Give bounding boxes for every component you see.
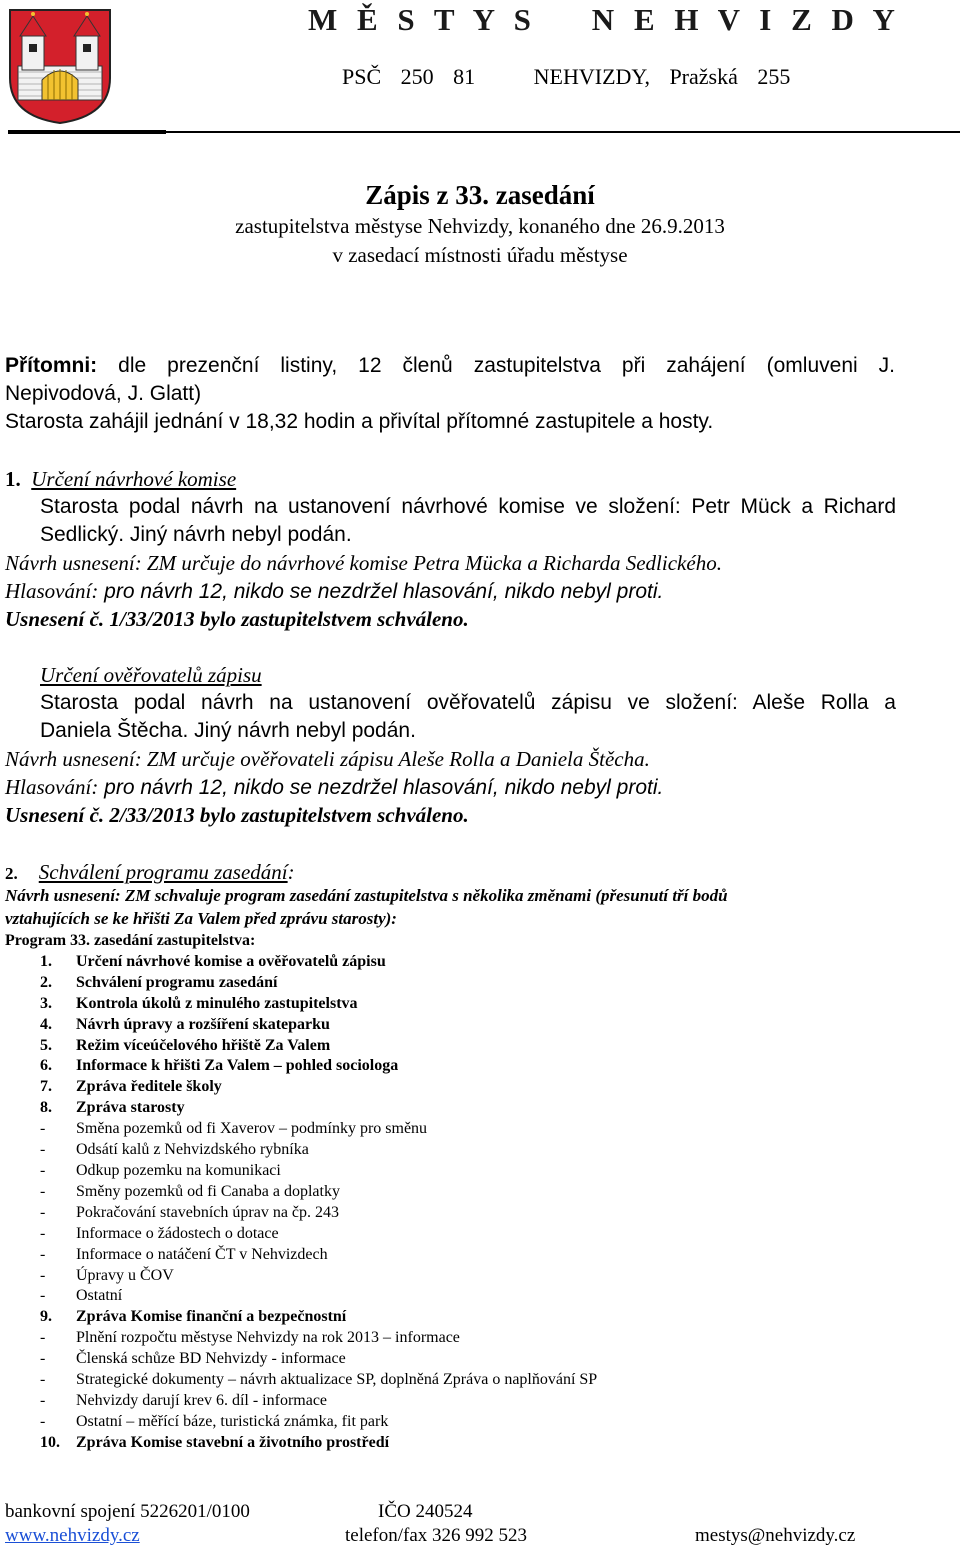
program-item-text: Schválení programu zasedání bbox=[76, 973, 278, 991]
section-1b-vote-label: Hlasování: bbox=[5, 775, 99, 799]
section-1b-resolution: Usnesení č. 2/33/2013 bylo zastupitelstvem schváleno. bbox=[5, 803, 469, 827]
program-item-text: Směna pozemků od fi Xaverov – podmínky pro směnu bbox=[76, 1120, 428, 1138]
section-1b-verifier-name: Daniela Štěcha bbox=[40, 719, 183, 742]
section-1-resolution: Usnesení č. 1/33/2013 bylo zastupitelstvem schváleno. bbox=[5, 607, 469, 631]
program-item-number: - bbox=[40, 1287, 46, 1305]
program-item-text: Režim víceúčelového hřiště Za Valem bbox=[76, 1036, 331, 1054]
section-2-proposal-1: Návrh usnesení: ZM schvaluje program zasedání zastupitelstva s několika změnami (přesunutí tří bodů bbox=[5, 886, 728, 905]
program-heading: Program 33. zasedání zastupitelstva: bbox=[5, 932, 256, 949]
program-section bbox=[5, 884, 905, 1454]
section-1-number: 1. bbox=[5, 467, 21, 491]
program-item-text: Odkup pozemku na komunikaci bbox=[76, 1161, 281, 1179]
document-heading bbox=[0, 178, 960, 270]
section-1b-text-2b: . Jiný návrh nebyl podán. bbox=[182, 719, 416, 742]
section-1-title: Určení návrhové komise bbox=[31, 467, 237, 491]
program-item-number: - bbox=[40, 1329, 46, 1347]
section-1-heading bbox=[5, 465, 895, 493]
section-1-text-2: Sedlický. Jiný návrh nebyl podán. bbox=[40, 523, 352, 546]
program-item-number: 6. bbox=[40, 1057, 52, 1075]
section-1b-vote-text: pro návrh 12, nikdo se nezdržel hlasování, nikdo nebyl proti. bbox=[98, 776, 664, 799]
program-item bbox=[5, 1307, 905, 1328]
program-item-text: Informace k hřišti Za Valem – pohled sociologa bbox=[76, 1057, 399, 1075]
section-1-vote-text: pro návrh 12, nikdo se nezdržel hlasování, nikdo nebyl proti. bbox=[98, 580, 664, 603]
program-item bbox=[5, 1391, 905, 1412]
program-item bbox=[5, 1119, 905, 1140]
program-item-text: Členská schůze BD Nehvizdy - informace bbox=[76, 1350, 346, 1368]
attendance-line-2: Nepivodová, J. Glatt) bbox=[5, 382, 202, 405]
section-1-text-1: Starosta podal návrh na ustanovení návrhové komise ve složení: Petr Mück a Richard bbox=[40, 495, 896, 518]
program-item-number: 4. bbox=[40, 1015, 52, 1033]
footer bbox=[5, 1500, 875, 1548]
opening-statement: Starosta zahájil jednání v 18,32 hodin a přivítal přítomné zastupitele a hosty. bbox=[5, 410, 714, 433]
section-2-colon: : bbox=[287, 860, 295, 884]
program-item-text: Informace o žádostech o dotace bbox=[76, 1224, 279, 1242]
program-item-number: 10. bbox=[40, 1433, 60, 1451]
program-item-text: Nehvizdy darují krev 6. díl - informace bbox=[76, 1391, 328, 1409]
attendance-label: Přítomni: bbox=[5, 354, 98, 377]
program-item-number: - bbox=[40, 1266, 46, 1284]
program-item-number: 7. bbox=[40, 1078, 52, 1096]
program-item-number: 1. bbox=[40, 952, 52, 970]
header-divider-accent bbox=[8, 130, 166, 134]
footer-bank: bankovní spojení 5226201/0100 bbox=[5, 1501, 250, 1522]
program-item-text: Zpráva Komise stavební a životního prostředí bbox=[76, 1433, 390, 1451]
section-1-proposal: Návrh usnesení: ZM určuje do návrhové komise Petra Mücka a Richarda Sedlického. bbox=[5, 551, 722, 575]
program-item-text: Zpráva starosty bbox=[76, 1099, 185, 1117]
program-item-text: Informace o natáčení ČT v Nehvizdech bbox=[76, 1245, 328, 1263]
program-item bbox=[5, 1328, 905, 1349]
program-item bbox=[5, 1266, 905, 1287]
document-subtitle: zastupitelstva městyse Nehvizdy, konaného dne 26.9.2013 bbox=[235, 214, 725, 238]
program-item-text: Zpráva Komise finanční a bezpečnostní bbox=[76, 1308, 347, 1326]
program-item-text: Strategické dokumenty – návrh aktualizace SP, doplněná Zpráva o naplňování SP bbox=[76, 1371, 598, 1389]
program-item bbox=[5, 973, 905, 994]
program-item-number: - bbox=[40, 1203, 46, 1221]
program-item bbox=[5, 1370, 905, 1391]
program-item bbox=[5, 1412, 905, 1433]
program-item-text: Směny pozemků od fi Canaba a doplatky bbox=[76, 1182, 340, 1200]
program-item bbox=[5, 1286, 905, 1307]
program-item-number: - bbox=[40, 1120, 46, 1138]
program-item bbox=[5, 1036, 905, 1057]
program-item bbox=[5, 1056, 905, 1077]
section-1b-vote bbox=[5, 773, 895, 802]
program-item bbox=[5, 1098, 905, 1119]
program-item-number: - bbox=[40, 1412, 46, 1430]
section-2-proposal-2: vztahujících se ke hřišti Za Valem před zprávu starosty): bbox=[5, 909, 397, 928]
program-item-text: Plnění rozpočtu městyse Nehvizdy na rok 2013 – informace bbox=[76, 1329, 460, 1347]
document-location: v zasedací místnosti úřadu městyse bbox=[332, 243, 628, 267]
program-item bbox=[5, 1203, 905, 1224]
program-item-text: Pokračování stavebních úprav na čp. 243 bbox=[76, 1203, 340, 1221]
section-1-vote bbox=[5, 577, 895, 606]
program-list bbox=[5, 952, 905, 1454]
footer-email: mestys@nehvizdy.cz bbox=[695, 1525, 856, 1546]
program-item bbox=[5, 1015, 905, 1036]
program-item bbox=[5, 1224, 905, 1245]
document-title: Zápis z 33. zasedání bbox=[365, 180, 595, 210]
municipality-address: PSČ 250 81 NEHVIZDY, Pražská 255 bbox=[342, 64, 791, 89]
program-item-number: 3. bbox=[40, 994, 52, 1012]
section-1b-proposal: Návrh usnesení: ZM určuje ověřovateli zápisu Aleše Rolla a Daniela Štěcha. bbox=[5, 747, 650, 771]
attendance-line bbox=[5, 352, 895, 380]
program-item-text: Návrh úpravy a rozšíření skateparku bbox=[76, 1015, 330, 1033]
program-item-number: - bbox=[40, 1141, 46, 1159]
program-item-text: Určení návrhové komise a ověřovatelů zápisu bbox=[76, 952, 386, 970]
program-item bbox=[5, 1161, 905, 1182]
section-1-vote-label: Hlasování: bbox=[5, 579, 99, 603]
program-item-number: 8. bbox=[40, 1099, 52, 1117]
attendance-text: dle prezenční listiny, 12 členů zastupitelstva při zahájení (omluveni J. bbox=[97, 354, 895, 377]
program-item-number: - bbox=[40, 1161, 46, 1179]
section-2-title: Schválení programu zasedání bbox=[38, 860, 288, 884]
municipality-title: M Ě S T Y S N E H V I Z D Y bbox=[308, 2, 901, 37]
program-item bbox=[5, 1433, 905, 1454]
program-item-text: Ostatní bbox=[76, 1287, 123, 1305]
program-item-number: - bbox=[40, 1391, 46, 1409]
program-item-number: - bbox=[40, 1350, 46, 1368]
section-2-number: 2. bbox=[5, 864, 18, 883]
program-item bbox=[5, 1245, 905, 1266]
program-item bbox=[5, 1182, 905, 1203]
program-item bbox=[5, 952, 905, 973]
program-item-number: 2. bbox=[40, 973, 52, 991]
program-item-number: - bbox=[40, 1224, 46, 1242]
section-1b-text-2 bbox=[40, 717, 896, 745]
section-1b-title: Určení ověřovatelů zápisu bbox=[40, 663, 262, 687]
program-item bbox=[5, 1140, 905, 1161]
footer-web-link[interactable]: www.nehvizdy.cz bbox=[5, 1525, 140, 1546]
section-1b-text-1: Starosta podal návrh na ustanovení ověřovatelů zápisu ve složení: Aleše Rolla a bbox=[40, 691, 896, 714]
program-item-text: Úpravy u ČOV bbox=[76, 1266, 174, 1284]
footer-ico: IČO 240524 bbox=[378, 1501, 473, 1522]
program-item-number: 9. bbox=[40, 1308, 52, 1326]
program-item bbox=[5, 1349, 905, 1370]
program-item-text: Zpráva ředitele školy bbox=[76, 1078, 222, 1096]
program-item bbox=[5, 1077, 905, 1098]
program-item-number: 5. bbox=[40, 1036, 52, 1054]
program-item-text: Ostatní – měřící báze, turistická známka, fit park bbox=[76, 1412, 389, 1430]
program-item-number: - bbox=[40, 1371, 46, 1389]
program-item-number: - bbox=[40, 1245, 46, 1263]
municipal-crest-icon bbox=[8, 8, 112, 125]
program-item-text: Odsátí kalů z Nehvizdského rybníka bbox=[76, 1141, 309, 1159]
program-item bbox=[5, 994, 905, 1015]
footer-phone: telefon/fax 326 992 523 bbox=[345, 1525, 528, 1546]
program-item-text: Kontrola úkolů z minulého zastupitelstva bbox=[76, 994, 358, 1012]
program-item-number: - bbox=[40, 1182, 46, 1200]
